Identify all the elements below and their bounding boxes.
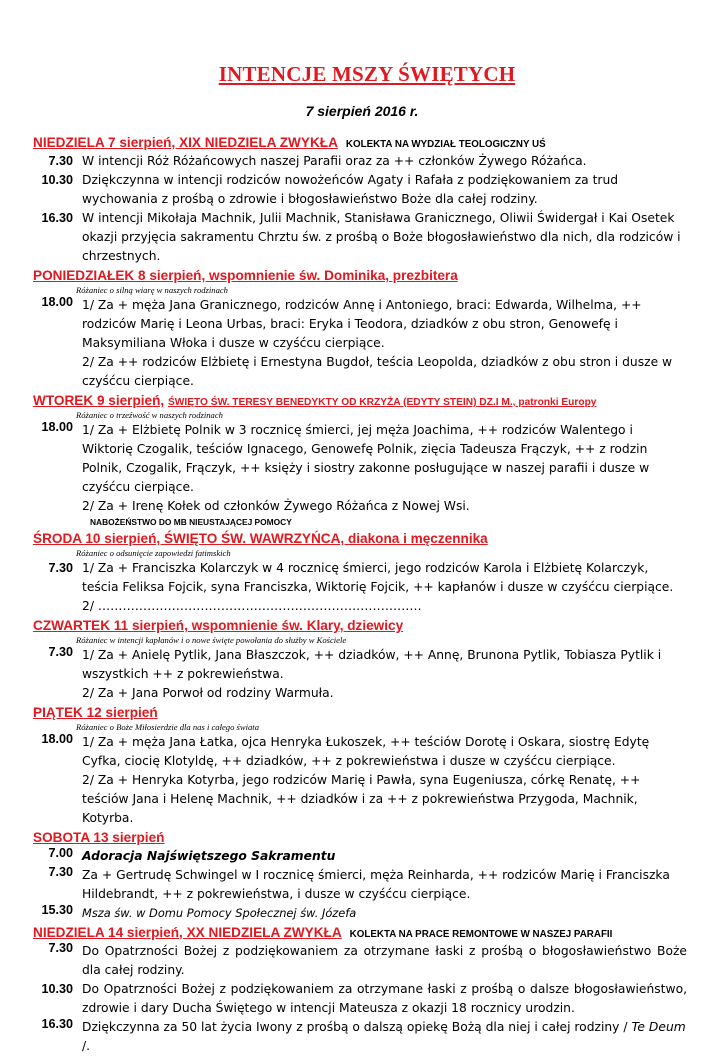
mass-intention: Do Opatrzności Bożej z podziękowaniem za otrzymane łaski z prośbą o błogosławieństwo Boże dla całej rodziny. — [82, 944, 687, 977]
rosary-note: Różaniec o trzeźwość w naszych rodzinach — [76, 410, 223, 420]
day-heading-sunday-7 — [33, 133, 693, 152]
mass-time: 7.30 — [48, 154, 73, 168]
day-heading-text: CZWARTEK 11 sierpień, wspomnienie św. Klary, dziewicy — [33, 618, 404, 633]
adoration-text: Adoracja Najświętszego Sakramentu — [82, 849, 336, 863]
mass-intention: W intencji Róż Różańcowych naszej Parafii oraz za ++ członków Żywego Różańca. — [82, 154, 587, 168]
day-heading-text: ŚRODA 10 sierpień, ŚWIĘTO ŚW. WAWRZYŃCA, diakona i męczennika — [33, 531, 488, 546]
mass-entry — [0, 733, 724, 828]
mass-intention: Do Opatrzności Bożej z podziękowaniem za otrzymane łaski z prośbą o dalsze błogosławieństwo, zdrowie i dary Ducha Świętego w intencji Mateusza z okazji 18 rocznicy urodzin. — [82, 982, 687, 1015]
intention-part-1: 1/ Za + Elżbietę Polnik w 3 rocznicę śmierci, jej męża Joachima, ++ rodziców Walentego i Wiktorię Czogalik, teściów Ignacego, Genowefę Polnik, zięcia Tadeusza Frączyk, ++ z rodzin Polnik, Czogalik, Frączyk, ++ księży i siostry zakonne posługujące w naszej parafii i dusze w czyśćcu cierpiące. — [82, 423, 650, 494]
mass-entry — [0, 209, 724, 266]
mass-entry — [0, 421, 724, 516]
page-title: INTENCJE MSZY ŚWIĘTYCH — [218, 62, 516, 86]
mass-entry — [0, 559, 724, 616]
intention-part-2: 2/ Za + Henryka Kotyrba, jego rodziców Marię i Pawła, syna Eugeniusza, córkę Renatę, ++ teściów Jana i Helenę Machnik, ++ dziadków i za ++ z pokrewieństwa Przygoda, Machnik, Kotyrba. — [82, 773, 641, 825]
mass-intention — [82, 733, 687, 828]
mass-time: 7.30 — [48, 561, 73, 575]
intention-part-2: 2/ ……………………………………………………………………. — [82, 599, 422, 613]
intention-part-1: 1/ Za + Franciszka Kolarczyk w 4 rocznicę śmierci, jego rodziców Karola i Elżbietę Kolarczyk, teścia Feliksa Fojcik, syna Franciszka, Wiktorię Fojcik, ++ kapłanów i dusze w czyśćcu cierpiące. — [82, 561, 674, 594]
intention-text-end: /. — [82, 1039, 91, 1053]
devotion-note: NABOŻEŃSTWO DO MB NIEUSTAJĄCEJ POMOCY — [90, 517, 292, 527]
mass-time: 7.00 — [48, 846, 73, 860]
kolekta-note: KOLEKTA NA PRACE REMONTOWE W NASZEJ PARAFII — [349, 929, 613, 940]
document-date: 7 sierpień 2016 r. — [305, 103, 419, 119]
mass-time: 10.30 — [41, 982, 73, 996]
mass-intention: W intencji Mikołaja Machnik, Julii Machnik, Stanisława Granicznego, Oliwii Świdergał i Kai Osetek okazji przyjęcia sakramentu Chrztu św. z prośbą o Boże błogosławieństwo dla nich, dla rodziców i chrzestnych. — [82, 211, 681, 263]
mass-entry — [0, 904, 724, 923]
intention-part-2: 2/ Za ++ rodziców Elżbietę i Ernestyna Bugdoł, teścia Leopolda, dziadków z obu stron i dusze w czyśćcu cierpiące. — [82, 355, 673, 388]
mass-time: 7.30 — [48, 865, 73, 879]
mass-intention — [82, 421, 687, 516]
mass-intention — [82, 904, 687, 923]
mass-time: 16.30 — [41, 211, 73, 225]
mass-time: 18.00 — [41, 420, 73, 434]
day-heading-sunday-14 — [33, 923, 693, 942]
kolekta-note: KOLEKTA NA WYDZIAŁ TEOLOGICZNY UŚ — [345, 139, 546, 150]
mass-intention — [82, 847, 687, 866]
day-heading-text: SOBOTA 13 sierpień — [33, 830, 165, 845]
mass-entry — [0, 171, 724, 209]
mass-entry — [0, 866, 724, 904]
rosary-note: Różaniec o silną wiarę w naszych rodzinach — [76, 285, 228, 295]
intention-part-2: 2/ Za + Jana Porwoł od rodziny Warmuła. — [82, 686, 334, 700]
mass-intention: Dziękczynna w intencji rodziców nowożeńców Agaty i Rafała z podziękowaniem za trud wychowania z prośbą o zdrowie i błogosławieństwo Boże dla całej rodziny. — [82, 173, 619, 206]
intentions-list — [0, 133, 724, 1056]
intention-part-1: 1/ Za + męża Jana Granicznego, rodziców Annę i Antoniego, braci: Edwarda, Wilhelma, ++ rodziców Marię i Leona Urbas, braci: Eryka i Teodora, dziadków z obu stron, Genowefę i Maksymiliana Włoka i dusze w czyśćcu cierpiące. — [82, 298, 642, 350]
te-deum-text: Te Deum — [631, 1020, 686, 1034]
rosary-note: Różaniec o odsunięcie zapowiedzi fatimskich — [76, 548, 231, 558]
mass-intention — [82, 646, 687, 703]
mass-time: 7.30 — [48, 941, 73, 955]
mass-time: 18.00 — [41, 295, 73, 309]
mass-entry — [0, 296, 724, 391]
intention-part-1: 1/ Za + męża Jana Łatka, ojca Henryka Łukoszek, ++ teściów Dorotę i Oskara, siostrę Edytę Cyfka, ciocię Klotyldę, ++ dziadków, ++ z pokrewieństwa i dusze w czyśćcu cierpiące. — [82, 735, 650, 768]
mass-time: 16.30 — [41, 1017, 73, 1031]
mass-intention — [82, 559, 687, 616]
intention-part-1: 1/ Za + Anielę Pytlik, Jana Błaszczok, ++ dziadków, ++ Annę, Brunona Pytlik, Tobiasza Pytlik i wszystkich ++ z pokrewieństwa. — [82, 648, 662, 681]
mass-intention — [82, 296, 687, 391]
mass-entry — [0, 980, 724, 1018]
mass-time: 10.30 — [41, 173, 73, 187]
day-heading-wednesday-10 — [33, 529, 693, 548]
mass-time: 15.30 — [41, 903, 73, 917]
rosary-note: Różaniec o Boże Miłosierdzie dla nas i całego świata — [76, 722, 259, 732]
mass-entry — [0, 847, 724, 866]
day-heading-saturday-13 — [33, 828, 693, 847]
mass-location-text: Msza św. w Domu Pomocy Społecznej św. Józefa — [82, 906, 357, 920]
day-heading-text: PIĄTEK 12 sierpień — [33, 705, 158, 720]
mass-time: 7.30 — [48, 645, 73, 659]
day-heading-text: NIEDZIELA 7 sierpień, XIX NIEDZIELA ZWYKŁA — [33, 135, 338, 150]
day-heading-tuesday-9 — [33, 391, 693, 410]
intention-text: Dziękczynna za 50 lat życia Iwony z prośbą o dalszą opiekę Bożą dla niej i całej rodziny / — [82, 1020, 628, 1034]
day-heading-text: PONIEDZIAŁEK 8 sierpień, wspomnienie św. Dominika, prezbitera — [33, 268, 458, 283]
mass-entry — [0, 646, 724, 703]
day-heading-feast: ŚWIĘTO ŚW. TERESY BENEDYKTY OD KRZYŻA (EDYTY STEIN) DZ.I M., patronki Europy — [167, 397, 597, 408]
day-heading-text: WTOREK 9 sierpień, — [33, 393, 165, 408]
rosary-note: Różaniec w intencji kapłanów i o nowe święte powołania do służby w Kościele — [76, 635, 347, 645]
day-heading-thursday-11 — [33, 616, 693, 635]
day-heading-friday-12 — [33, 703, 693, 722]
intention-part-2: 2/ Za + Irenę Kołek od członków Żywego Różańca z Nowej Wsi. — [82, 499, 470, 513]
day-heading-monday-8 — [33, 266, 693, 285]
day-heading-text: NIEDZIELA 14 sierpień, XX NIEDZIELA ZWYKŁA — [33, 925, 342, 940]
mass-entry — [0, 942, 724, 980]
mass-intention: Za + Gertrudę Schwingel w I rocznicę śmierci, męża Reinharda, ++ rodziców Marię i Franciszka Hildebrandt, ++ z pokrewieństwa, i dusze w czyśćcu cierpiące. — [82, 868, 670, 901]
mass-time: 18.00 — [41, 732, 73, 746]
mass-entry — [0, 152, 724, 171]
